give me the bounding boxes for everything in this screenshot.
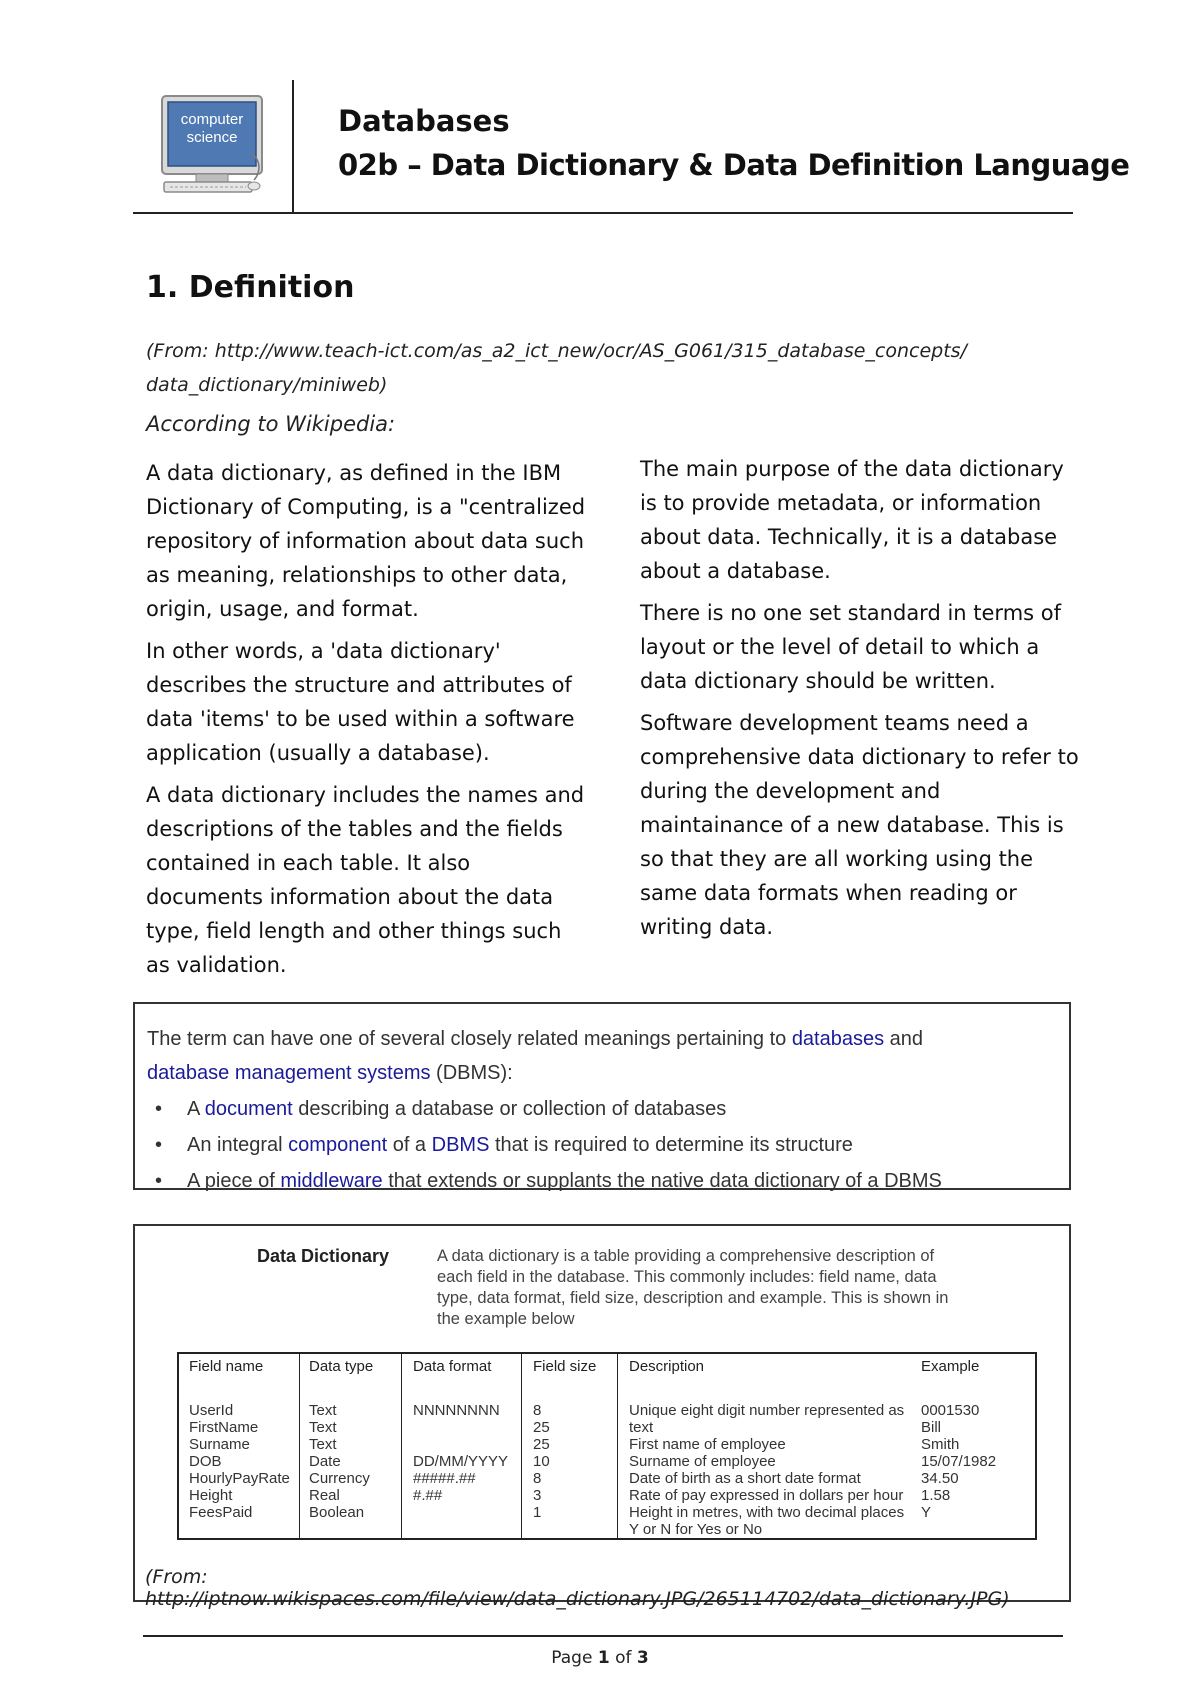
table-cell: FirstName: [189, 1419, 259, 1436]
list-item: [147, 1128, 1047, 1164]
table-cell: 8: [533, 1470, 542, 1487]
link-document[interactable]: document: [204, 1098, 293, 1120]
table-cell: NNNNNNNN: [413, 1402, 500, 1419]
quote-text: The term can have one of several closely related meanings pertaining to: [147, 1028, 792, 1050]
column-cells: [921, 1402, 996, 1521]
right-column: [640, 452, 1080, 952]
table-cell: Surname: [189, 1436, 250, 1453]
item-text: that is required to determine its structure: [489, 1134, 853, 1156]
table-cell: 1: [533, 1504, 542, 1521]
link-dbms[interactable]: DBMS: [431, 1134, 490, 1156]
table-cell: Smith: [921, 1436, 960, 1453]
table-cell: Text: [309, 1436, 337, 1453]
item-text: of a: [387, 1134, 432, 1156]
bullet-icon: •: [155, 1170, 163, 1192]
column-header: Data format: [413, 1358, 492, 1375]
table-cell: Real: [309, 1487, 340, 1504]
table-cell: Rate of pay expressed in dollars per hour: [629, 1487, 904, 1504]
page-number: 1: [597, 1648, 610, 1668]
header-rule: [133, 212, 1073, 214]
table-cell: Unique eight digit number represented as: [629, 1402, 905, 1419]
column-divider: [401, 1354, 402, 1538]
item-text: A: [187, 1098, 205, 1120]
data-dictionary-table: [177, 1352, 1037, 1540]
wikipedia-intro: According to Wikipedia:: [146, 412, 396, 436]
table-cell: FeesPaid: [189, 1504, 253, 1521]
paragraph: The main purpose of the data dictionary is to provide metadata, or information about data. Technically, it is a database about a database.: [640, 457, 1064, 583]
table-cell: Y: [921, 1504, 932, 1521]
table-cell: First name of employee: [629, 1436, 786, 1453]
column-header: Field name: [189, 1358, 264, 1375]
table-cell: DOB: [189, 1453, 222, 1470]
paragraph: A data dictionary, as defined in the IBM Dictionary of Computing, is a "centralized repository of information about data such as meaning, relationships to other data, origin, usage, and format.: [146, 461, 586, 621]
section-heading: 1. Definition: [146, 270, 355, 305]
table-cell: #####.##: [413, 1470, 476, 1487]
column-cells: [533, 1402, 550, 1521]
quote-text: and: [884, 1028, 924, 1050]
data-dictionary-figure: [133, 1224, 1071, 1610]
table-cell: Height: [189, 1487, 233, 1504]
figure-source-citation: (From: http://iptnow.wikispaces.com/file/view/data_dictionary.JPG/265114702/data_dictionary.JPG): [145, 1566, 1010, 1610]
table-cell: 3: [533, 1487, 542, 1504]
figure-description: A data dictionary is a table providing a comprehensive description of each field in the database. This commonly includes: field name, data type, data format, field size, description and example. This is shown in the example below: [437, 1247, 949, 1328]
meanings-list: [147, 1092, 1047, 1200]
table-cell: Text: [309, 1419, 337, 1436]
table-cell: 0001530: [921, 1402, 980, 1419]
table-cell: UserId: [189, 1402, 234, 1419]
table-cell: 34.50: [921, 1470, 959, 1487]
table-cell: text: [629, 1419, 654, 1436]
footer-text: Page: [551, 1648, 593, 1668]
table-cell: 10: [533, 1453, 550, 1470]
document-subtitle: 02b – Data Dictionary & Data Definition Language: [338, 148, 1130, 182]
table-cell: 25: [533, 1419, 550, 1436]
bullet-icon: •: [155, 1098, 163, 1120]
item-text: describing a database or collection of databases: [292, 1098, 727, 1120]
list-item: [147, 1164, 1047, 1200]
table-cell: Surname of employee: [629, 1453, 776, 1470]
table-cell: 1.58: [921, 1487, 951, 1504]
column-cells: [413, 1402, 508, 1521]
paragraph: In other words, a 'data dictionary' describes the structure and attributes of data 'items' to be used within a software application (usually a database).: [146, 639, 575, 765]
table-cell: Y or N for Yes or No: [629, 1521, 763, 1538]
table-cell: Text: [309, 1402, 337, 1419]
column-header: Field size: [533, 1358, 597, 1375]
paragraph: A data dictionary includes the names and descriptions of the tables and the fields contained in each table. It also documents information about the data type, field length and other things such as validation.: [146, 783, 585, 977]
footer-rule: [143, 1635, 1063, 1637]
footer-text: of: [615, 1648, 632, 1668]
table-cell: #.##: [413, 1487, 443, 1504]
list-item: [147, 1092, 1047, 1128]
table-cell: Currency: [309, 1470, 370, 1487]
table-cell: 8: [533, 1402, 542, 1419]
link-databases[interactable]: databases: [791, 1028, 885, 1050]
quote-text: (DBMS):: [430, 1062, 513, 1084]
column-divider: [521, 1354, 522, 1538]
item-text: A piece of: [187, 1170, 281, 1192]
link-database-management-systems[interactable]: database management systems: [147, 1062, 431, 1084]
column-cells: [629, 1402, 904, 1538]
paragraph: Software development teams need a comprehensive data dictionary to refer to during the development and maintainance of a new database. This is so that they are all working using the same data formats when reading or writing data.: [640, 711, 1079, 939]
column-header: Description: [629, 1358, 705, 1375]
left-column: [146, 456, 586, 990]
column-cells: [189, 1402, 290, 1521]
table-cell: DD/MM/YYYY: [413, 1453, 509, 1470]
computer-science-logo: [160, 94, 264, 196]
table-cell: Date of birth as a short date format: [629, 1470, 861, 1487]
table-cell: [413, 1419, 508, 1436]
table-cell: [413, 1504, 508, 1521]
column-divider: [299, 1354, 300, 1538]
page-total: 3: [636, 1648, 649, 1668]
column-header: Example: [921, 1358, 980, 1375]
item-text: that extends or supplants the native data dictionary of a DBMS: [382, 1170, 942, 1192]
table-cell: 25: [533, 1436, 550, 1453]
column-divider: [617, 1354, 618, 1538]
table-cell: Boolean: [309, 1504, 365, 1521]
wikipedia-quote-box: [133, 1002, 1071, 1190]
figure-title: Data Dictionary: [257, 1246, 390, 1266]
document-title: Databases: [338, 104, 510, 138]
table-cell: 15/07/1982: [921, 1453, 997, 1470]
quote-intro: [147, 1022, 1047, 1090]
link-component[interactable]: component: [288, 1134, 388, 1156]
header-divider: [292, 80, 294, 214]
source-citation: (From: http://www.teach-ict.com/as_a2_ict_new/ocr/AS_G061/315_database_concepts/ data_dictionary/miniweb): [146, 340, 967, 396]
bullet-icon: •: [155, 1134, 163, 1156]
table-cell: Height in metres, with two decimal places: [629, 1504, 905, 1521]
table-cell: Date: [309, 1453, 341, 1470]
logo-text-line1: computer: [180, 111, 244, 128]
page-footer: [0, 1648, 1200, 1668]
link-middleware[interactable]: middleware: [280, 1170, 383, 1192]
paragraph: There is no one set standard in terms of layout or the level of detail to which a data dictionary should be written.: [640, 601, 1062, 693]
table-cell: HourlyPayRate: [189, 1470, 290, 1487]
column-cells: [309, 1402, 370, 1521]
table-cell: Bill: [921, 1419, 942, 1436]
table-cell: [413, 1436, 508, 1453]
item-text: An integral: [187, 1134, 289, 1156]
logo-text-line2: science: [186, 129, 238, 146]
column-header: Data type: [309, 1358, 374, 1375]
